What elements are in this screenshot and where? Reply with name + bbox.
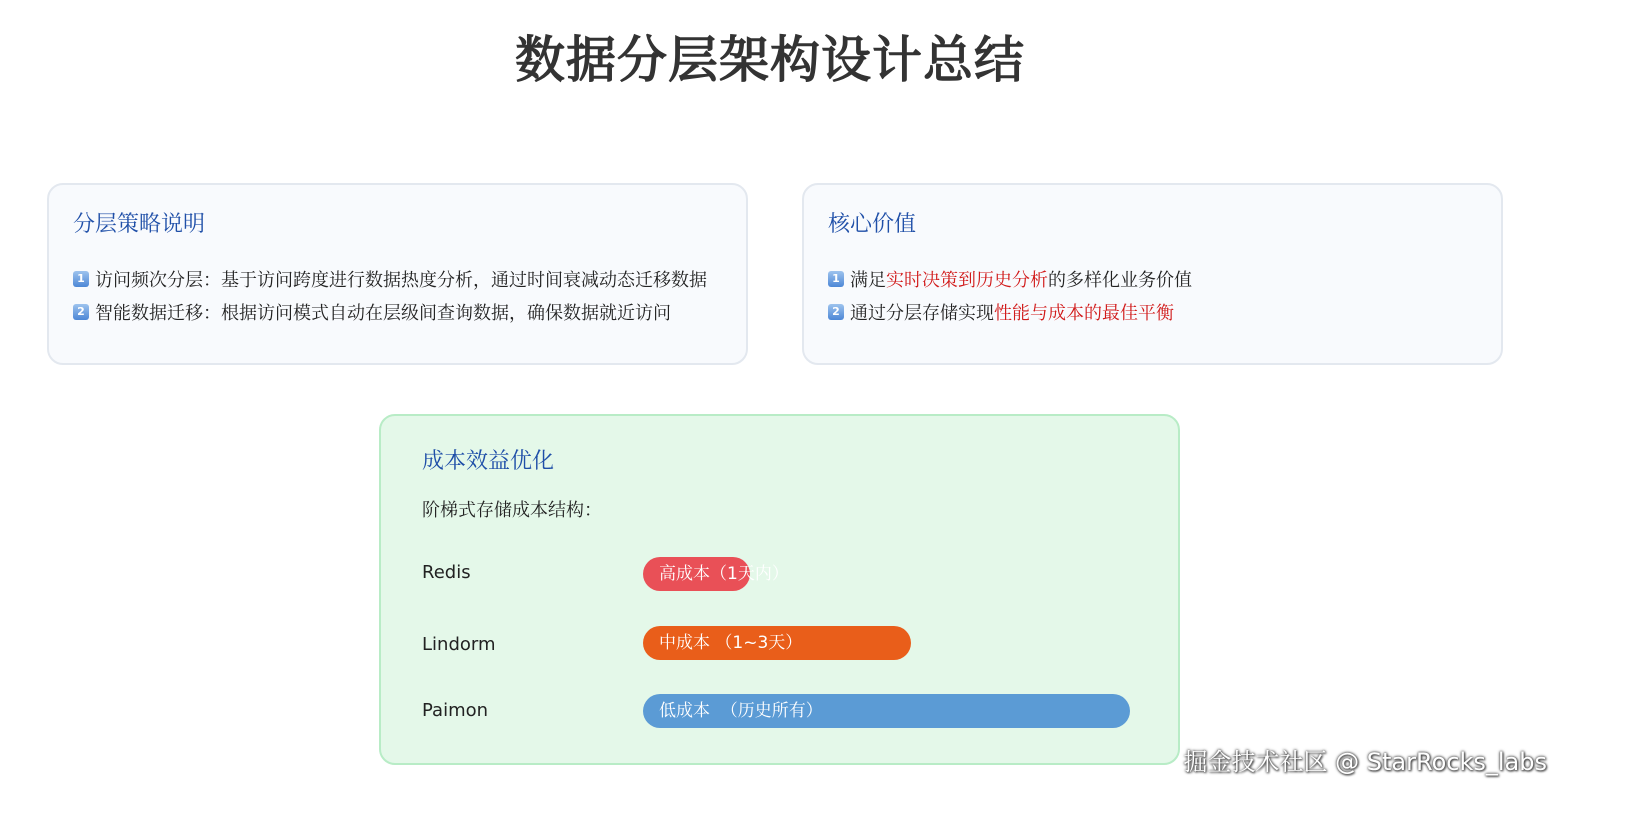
cost-card-subheading: 阶梯式存储成本结构：: [422, 500, 602, 521]
tier-label-lindorm: Lindorm: [422, 634, 496, 655]
cost-bar-paimon: 低成本 （历史所有）: [643, 694, 1130, 728]
list-item-text: 访问频次分层：基于访问跨度进行数据热度分析，通过时间衰减动态迁移数据: [95, 269, 707, 291]
cost-card-heading: 成本效益优化: [422, 449, 555, 474]
number-2-icon: 2: [73, 304, 89, 320]
list-item-text: 智能数据迁移：根据访问模式自动在层级间查询数据，确保数据就近访问: [95, 302, 671, 324]
strategy-card: [47, 183, 748, 365]
value-card-heading: 核心价值: [828, 212, 917, 237]
list-item-highlight: 性能与成本的最佳平衡: [994, 302, 1174, 324]
tier-label-redis: Redis: [422, 562, 471, 583]
strategy-card-heading: 分层策略说明: [73, 212, 206, 237]
page-title: 数据分层架构设计总结: [515, 31, 1025, 89]
list-item-prefix: 通过分层存储实现: [850, 302, 994, 324]
tier-label-paimon: Paimon: [422, 700, 489, 721]
list-item: [73, 295, 707, 328]
value-card: [802, 183, 1503, 365]
number-1-icon: 1: [73, 271, 89, 287]
list-item: [73, 262, 707, 295]
list-item-prefix: 满足: [850, 269, 886, 291]
list-item-highlight: 实时决策到历史分析: [886, 269, 1048, 291]
number-2-icon: 2: [828, 304, 844, 320]
cost-bar-redis: 高成本（1天内）: [643, 557, 750, 591]
list-item: [828, 262, 1192, 295]
watermark: 掘金技术社区 @ StarRocks_labs: [1183, 748, 1547, 776]
list-item-suffix: 的多样化业务价值: [1048, 269, 1192, 291]
strategy-list: [73, 262, 707, 328]
cost-bar-lindorm: 中成本 （1~3天）: [643, 626, 911, 660]
number-1-icon: 1: [828, 271, 844, 287]
list-item: [828, 295, 1192, 328]
value-list: [828, 262, 1192, 328]
cost-card: [379, 414, 1180, 765]
